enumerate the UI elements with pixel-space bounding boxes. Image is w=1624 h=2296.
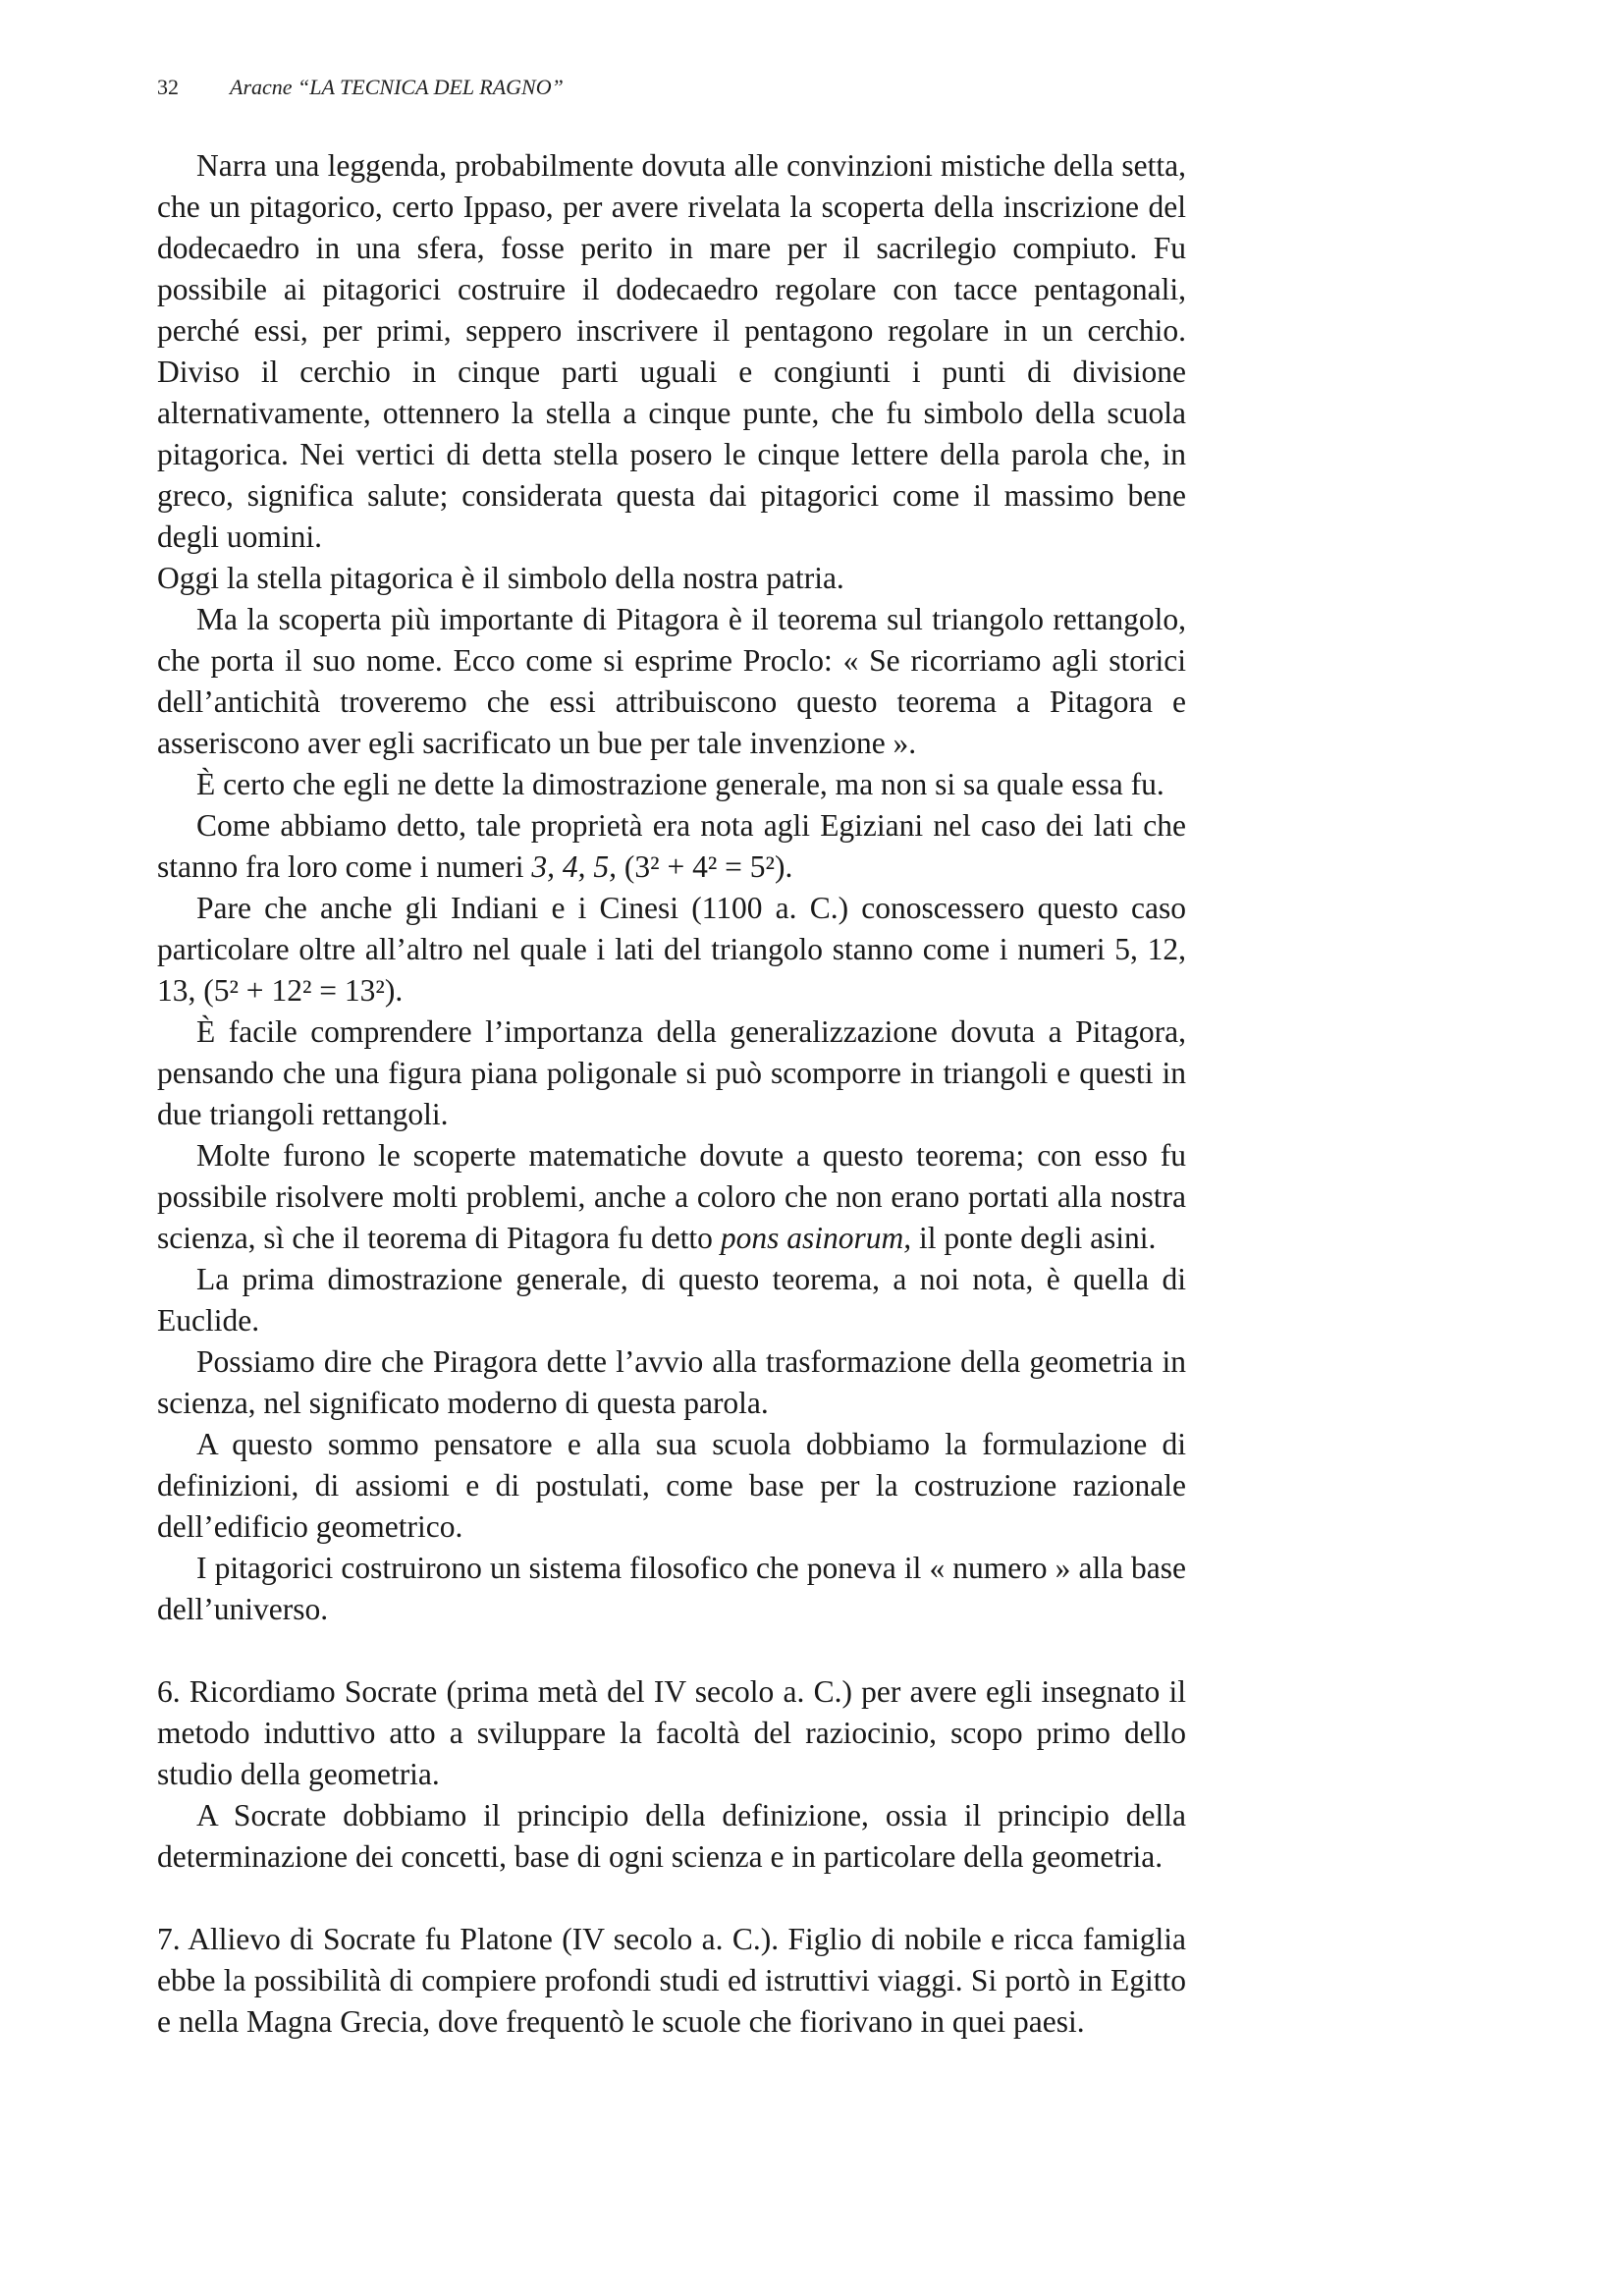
running-header xyxy=(157,75,564,100)
paragraph-avvio: Possiamo dire che Piragora dette l’avvio alla trasformazione della geometria in scienza, nel significato moderno di questa parola. xyxy=(157,1344,1186,1420)
paragraph-indiani xyxy=(157,888,1186,1011)
page-number: 32 xyxy=(157,75,179,99)
paragraph-pons-text: Molte furono le scoperte matematiche dovute a questo teorema; con esso fu possibile risolvere molti problemi, anche a coloro che non erano portati alla nostra scienza, sì che il teorema di Pitagora fu detto xyxy=(157,1138,1186,1255)
running-title: Aracne “LA TECNICA DEL RAGNO” xyxy=(230,75,564,99)
formula-5-12-13: (5² + 12² = 13²). xyxy=(195,973,404,1008)
paragraph-formulazione: A questo sommo pensatore e alla sua scuola dobbiamo la formulazione di definizioni, di assiomi e di postulati, come base per la costruzione razionale dell’edificio geometrico. xyxy=(157,1427,1186,1544)
paragraph-dimostrazione: È certo che egli ne dette la dimostrazione generale, ma non si sa quale essa fu. xyxy=(196,767,1164,801)
paragraph-numero: I pitagorici costruirono un sistema filosofico che poneva il « numero » alla base dell’universo. xyxy=(157,1551,1186,1626)
paragraph-definizione: A Socrate dobbiamo il principio della definizione, ossia il principio della determinazione dei concetti, base di ogni scienza e in particolare della geometria. xyxy=(157,1798,1186,1874)
paragraph-indiani-text: Pare che anche gli Indiani e i Cinesi (1100 a. C.) conoscessero questo caso particolare oltre all’altro nel quale i lati del triangolo stanno come i numeri xyxy=(157,891,1186,966)
paragraph-ippaso: Narra una leggenda, probabilmente dovuta alle convinzioni mistiche della setta, che un pitagorico, certo Ippaso, per avere rivelata la scoperta della inscrizione del dodecaedro in una sfera, fosse perito in mare per il sacrilegio compiuto. Fu possibile ai pitagorici costruire il dodecaedro regolare con tacce pentagonali, perché essi, per primi, seppero inscrivere il pentagono regolare in un cerchio. Diviso il cerchio in cinque parti uguali e congiunti i punti di divisione alternativamente, ottennero la stella a cinque punte, che fu simbolo della scuola pitagorica. Nei vertici di detta stella posero le cinque lettere della parola che, in greco, significa salute; considerata questa dai pitagorici come il massimo bene degli uomini. xyxy=(157,148,1186,554)
paragraph-generalizzazione: È facile comprendere l’importanza della generalizzazione dovuta a Pitagora, pensando che una figura piana poligonale si può scomporre in triangoli e questi in due triangoli rettangoli. xyxy=(157,1014,1186,1131)
formula-3-4-5: (3² + 4² = 5²). xyxy=(617,849,793,884)
paragraph-euclide: La prima dimostrazione generale, di questo teorema, a noi nota, è quella di Euclide. xyxy=(157,1262,1186,1338)
numbers-3-4-5: 3, 4, 5, xyxy=(531,849,618,884)
paragraph-pons-asinorum xyxy=(157,1135,1186,1259)
numbers-5-12-13: 5, 12, 13, xyxy=(157,932,1186,1008)
paragraph-egiziani xyxy=(157,805,1186,888)
section-6-socrate: 6. Ricordiamo Socrate (prima metà del IV secolo a. C.) per avere egli insegnato il metodo induttivo atto a sviluppare la facoltà del raziocinio, scopo primo dello studio della geometria. xyxy=(157,1674,1186,1791)
paragraph-teorema: Ma la scoperta più importante di Pitagora è il teorema sul triangolo rettangolo, che porta il suo nome. Ecco come si esprime Proclo: « Se ricorriamo agli storici dell’antichità troveremo che essi attribuiscono questo teorema a Pitagora e asseriscono aver egli sacrificato un bue per tale invenzione ». xyxy=(157,602,1186,760)
paragraph-stella: Oggi la stella pitagorica è il simbolo della nostra patria. xyxy=(157,561,844,595)
paragraph-egiziani-text: Come abbiamo detto, tale proprietà era nota agli Egiziani nel caso dei lati che stanno fra loro come i numeri xyxy=(157,808,1186,884)
paragraph-pons-end: il ponte degli asini. xyxy=(911,1221,1157,1255)
body-text xyxy=(157,145,1186,2043)
section-7-platone: 7. Allievo di Socrate fu Platone (IV secolo a. C.). Figlio di nobile e ricca famiglia ebbe la possibilità di compiere profondi studi ed istruttivi viaggi. Si portò in Egitto e nella Magna Grecia, dove frequentò le scuole che fiorivano in quei paesi. xyxy=(157,1922,1186,2039)
pons-asinorum-italic: pons asinorum, xyxy=(720,1221,912,1255)
